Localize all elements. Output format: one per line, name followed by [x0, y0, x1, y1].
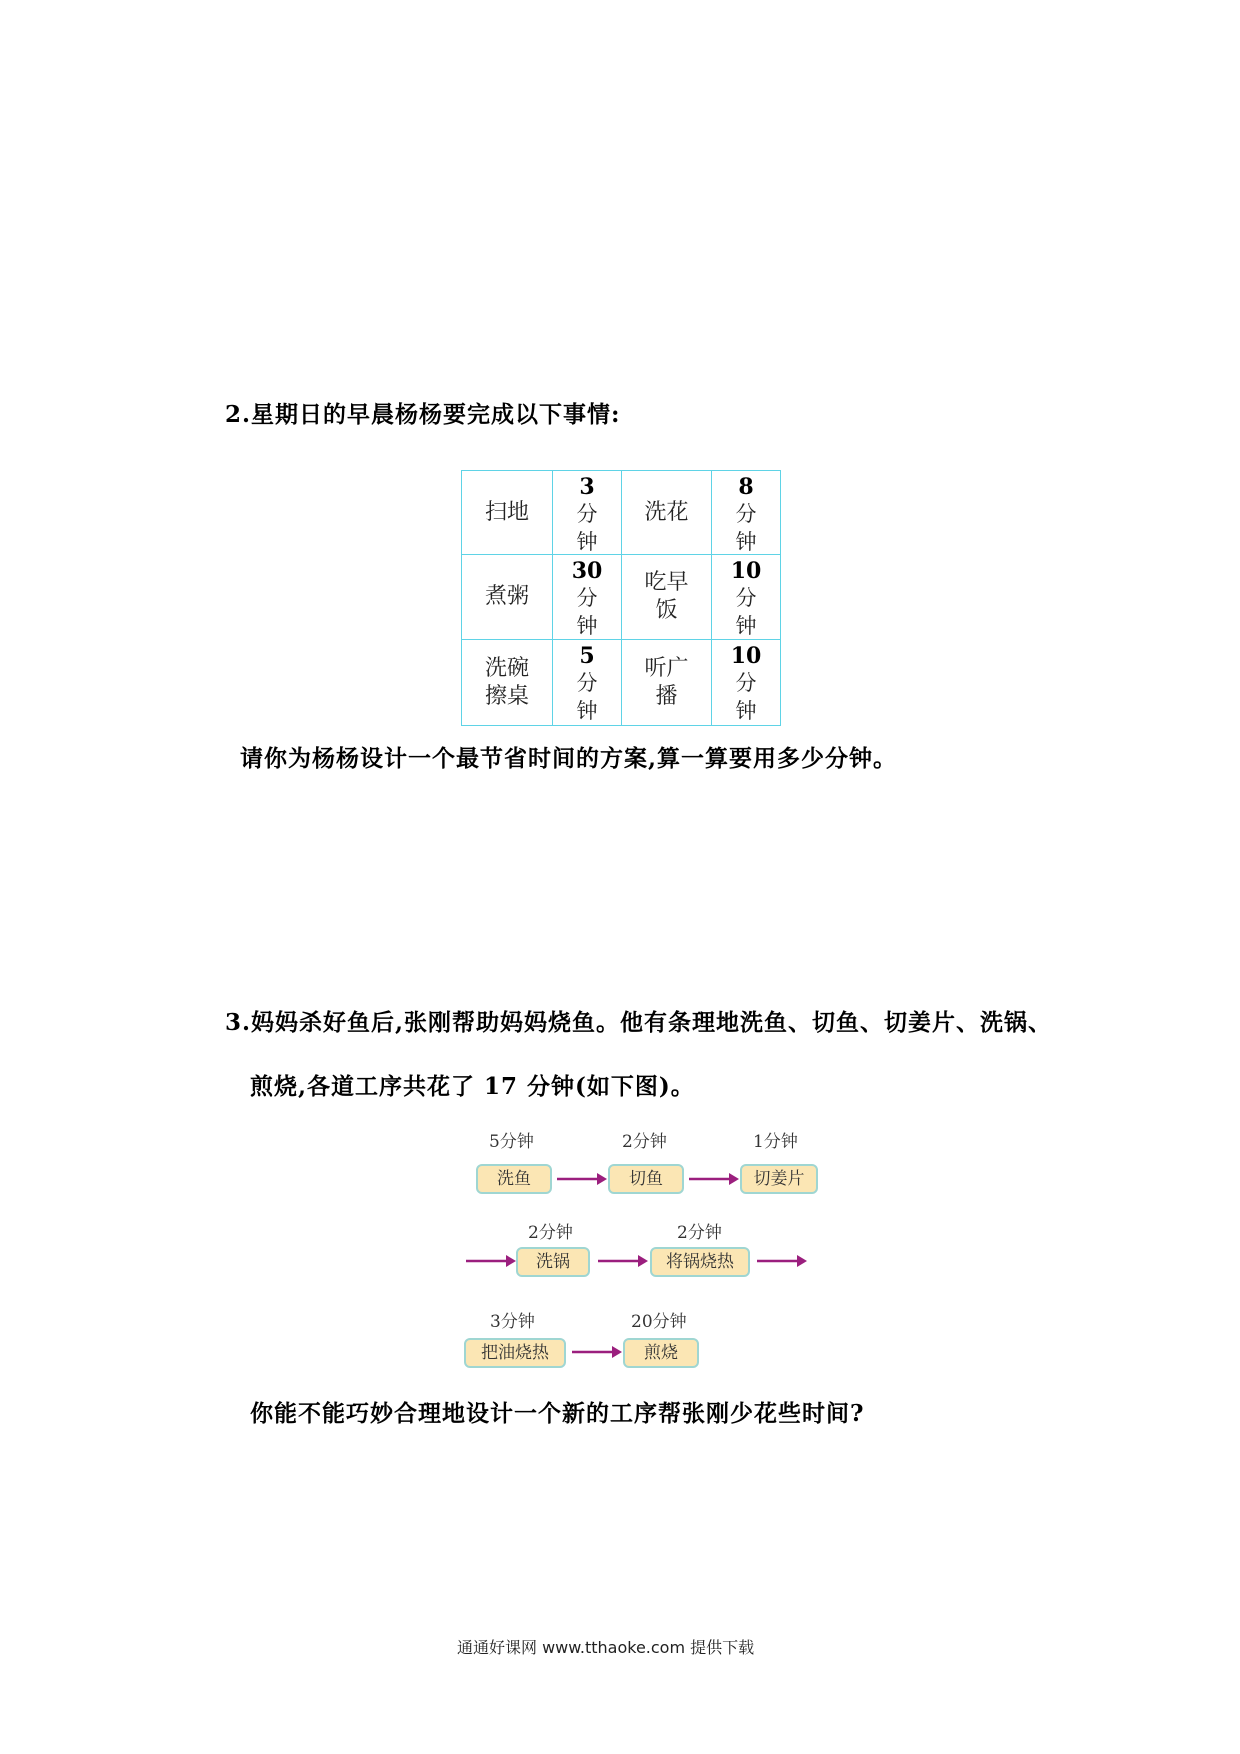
task-name-cell: 扫地	[461, 470, 553, 555]
flow-arrow	[557, 1170, 607, 1188]
step-time-label: 1分钟	[753, 1132, 798, 1152]
step-box-slice-ginger: 切姜片	[740, 1164, 818, 1194]
task-name-cell: 吃早 饭	[621, 554, 712, 640]
flow-arrow	[598, 1252, 648, 1270]
task-name-cell: 洗花	[621, 470, 712, 555]
footer-credit: 通通好课网 www.tthaoke.com 提供下载	[457, 1638, 755, 1657]
step-time-label: 3分钟	[490, 1312, 535, 1332]
step-box-cut-fish: 切鱼	[608, 1164, 684, 1194]
flow-arrow	[689, 1170, 739, 1188]
task-table	[461, 470, 781, 726]
question-3-text-line-1: 3.妈妈杀好鱼后,张刚帮助妈妈烧鱼。他有条理地洗鱼、切鱼、切姜片、洗锅、	[225, 1009, 1053, 1036]
task-duration-cell: 8 分 钟	[711, 470, 781, 555]
step-box-wash-wok: 洗锅	[516, 1247, 590, 1277]
task-name-cell: 煮粥	[461, 554, 553, 640]
task-name-cell: 听广 播	[621, 639, 712, 726]
question-3-prompt: 你能不能巧妙合理地设计一个新的工序帮张刚少花些时间?	[250, 1400, 865, 1427]
step-time-label: 2分钟	[528, 1223, 573, 1243]
question-2-prompt: 请你为杨杨设计一个最节省时间的方案,算一算要用多少分钟。	[240, 745, 898, 772]
step-time-label: 5分钟	[489, 1132, 534, 1152]
task-duration-cell: 5 分 钟	[552, 639, 622, 726]
task-duration-cell: 10 分 钟	[711, 554, 781, 640]
step-box-wash-fish: 洗鱼	[476, 1164, 552, 1194]
step-time-label: 2分钟	[677, 1223, 722, 1243]
question-3-text-line-2: 煎烧,各道工序共花了 17 分钟(如下图)。	[250, 1073, 695, 1100]
step-time-label: 20分钟	[631, 1312, 687, 1332]
step-box-heat-wok: 将锅烧热	[650, 1247, 750, 1277]
flow-arrow	[572, 1343, 622, 1361]
step-box-fry: 煎烧	[623, 1338, 699, 1368]
flow-arrow	[757, 1252, 807, 1270]
flow-arrow	[466, 1252, 516, 1270]
task-name-cell: 洗碗 擦桌	[461, 639, 553, 726]
task-duration-cell: 30 分 钟	[552, 554, 622, 640]
step-box-heat-oil: 把油烧热	[464, 1338, 566, 1368]
task-duration-cell: 10 分 钟	[711, 639, 781, 726]
step-time-label: 2分钟	[622, 1132, 667, 1152]
task-duration-cell: 3 分 钟	[552, 470, 622, 555]
question-2-title: 2.星期日的早晨杨杨要完成以下事情:	[225, 401, 621, 428]
